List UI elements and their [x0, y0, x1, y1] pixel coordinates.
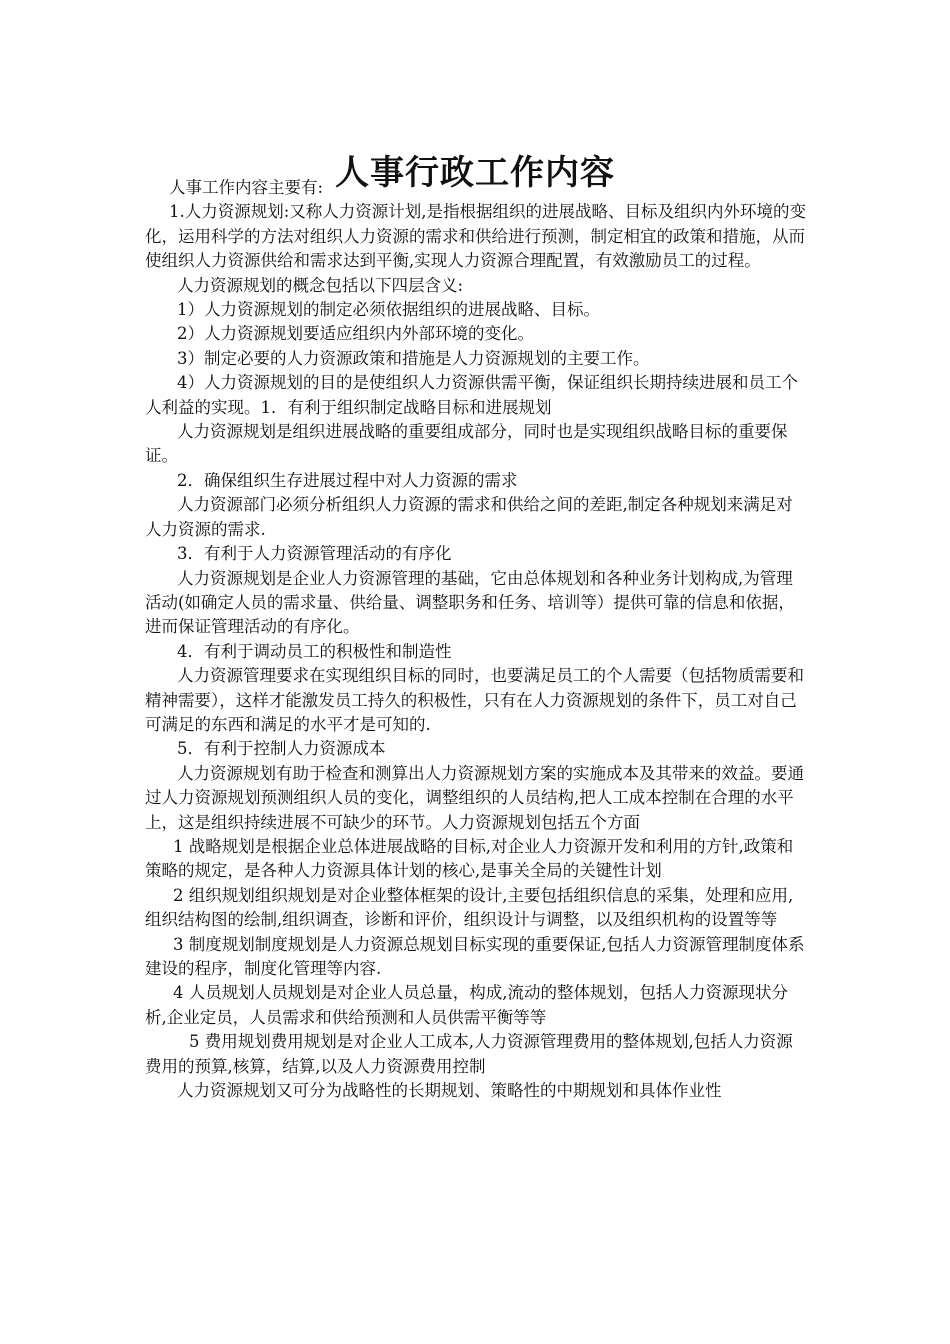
document-body — [145, 176, 807, 1103]
paragraph-strategy-support: 人力资源规划是组织进展战略的重要组成部分，同时也是实现组织战略目标的重要保证。 — [145, 422, 788, 466]
paragraph-heading-2: 2．确保组织生存进展过程中对人力资源的需求 — [177, 470, 518, 490]
paragraph-concept-3: 3）制定必要的人力资源政策和措施是人力资源规划的主要工作。 — [177, 348, 650, 368]
paragraph-management-basis: 人力资源规划是企业人力资源管理的基础，它由总体规划和各种业务计划构成,为管理活动(如确定人员的需求量、供给量、调整职务和任务、培训等）提供可靠的信息和依据，进而保证管理活动的有序化。 — [145, 568, 795, 637]
paragraph-concept-4: 4）人力资源规划的目的是使组织人力资源供需平衡，保证组织长期持续进展和员工个人利益的实现。1．有利于组织制定战略目标和进展规划 — [145, 373, 798, 417]
paragraph-personnel-planning: 4 人员规划人员规划是对企业人员总量，构成,流动的整体规划，包括人力资源现状分析,企业定员，人员需求和供给预测和人员供需平衡等等 — [145, 983, 788, 1027]
paragraph-heading-5: 5．有利于控制人力资源成本 — [177, 739, 386, 759]
paragraph-system-planning: 3 制度规划制度规划是人力资源总规划目标实现的重要保证,包括人力资源管理制度体系建设的程序，制度化管理等内容. — [145, 934, 805, 978]
paragraph-cost-control: 人力资源规划有助于检查和测算出人力资源规划方案的实施成本及其带来的效益。要通过人力资源规划预测组织人员的变化，调整组织的人员结构,把人工成本控制在合理的水平上，这是组织持续进展不可缺少的环节。人力资源规划包括五个方面 — [145, 763, 804, 832]
paragraph-concept-2: 2）人力资源规划要适应组织内外部环境的变化。 — [177, 324, 534, 344]
paragraph-strategic-planning: 1 战略规划是根据企业总体进展战略的目标,对企业人力资源开发和利用的方针,政策和策略的规定，是各种人力资源具体计划的核心,是事关全局的关键性计划 — [145, 836, 794, 881]
paragraph-hr-planning-definition: 1.人力资源规划:又称人力资源计划,是指根据组织的进展战略、目标及组织内外环境的变化，运用科学的方法对组织人力资源的需求和供给进行预测，制定相宜的政策和措施，从而使组织人力资源供给和需求达到平衡,实现人力资源合理配置，有效激励员工的过程。 — [145, 202, 807, 271]
paragraph-organization-planning: 2 组织规划组织规划是对企业整体框架的设计,主要包括组织信息的采集，处理和应用,组织结构图的绘制,组织调查，诊断和评价，组织设计与调整，以及组织机构的设置等等 — [145, 885, 794, 930]
paragraph-demand-analysis: 人力资源部门必须分析组织人力资源的需求和供给之间的差距,制定各种规划来满足对人力资源的需求. — [145, 495, 793, 539]
paragraph-concept-1: 1）人力资源规划的制定必须依据组织的进展战略、目标。 — [177, 300, 600, 320]
document-title: 人事行政工作内容 — [335, 152, 615, 193]
paragraph-heading-3: 3．有利于人力资源管理活动的有序化 — [177, 544, 452, 564]
paragraph-cost-planning: 5 费用规划费用规划是对企业人工成本,人力资源管理费用的整体规划,包括人力资源费用的预算,核算，结算,以及人力资源费用控制 — [145, 1032, 793, 1076]
paragraph-planning-types: 人力资源规划又可分为战略性的长期规划、策略性的中期规划和具体作业性 — [177, 1081, 722, 1101]
paragraph-heading-4: 4．有利于调动员工的积极性和制造性 — [177, 641, 452, 661]
paragraph-intro: 人事工作内容主要有: — [169, 178, 324, 197]
paragraph-concept-heading: 人力资源规划的概念包括以下四层含义: — [177, 275, 464, 295]
paragraph-employee-needs: 人力资源管理要求在实现组织目标的同时，也要满足员工的个人需要（包括物质需要和精神需要），这样才能激发员工持久的积极性，只有在人力资源规划的条件下，员工对自己可满足的东西和满足的水平才是可知的. — [145, 666, 804, 734]
